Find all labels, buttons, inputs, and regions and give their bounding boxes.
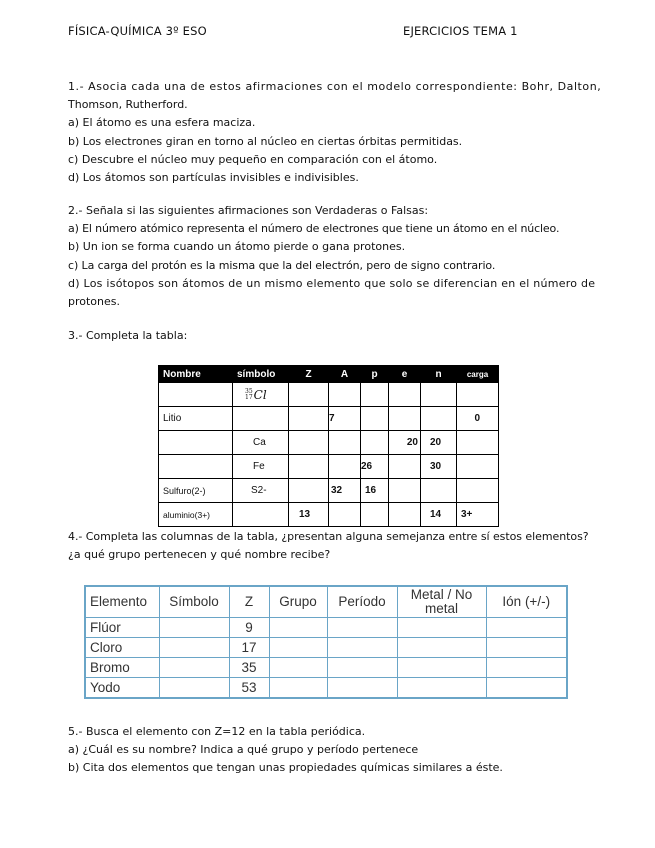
cell-nombre[interactable] [159,383,233,407]
table-row [85,658,567,678]
col-periodo: Período [327,586,397,618]
cell-e [389,503,421,527]
q5-intro: 5.- Busca el elemento con Z=12 en la tabla periódica. [68,725,366,738]
header-subject: FÍSICA-QUÍMICA 3º ESO [68,24,207,38]
cell-metal[interactable] [397,638,486,658]
cell-z [289,455,329,479]
cell-e [389,479,421,503]
cell-metal[interactable] [397,658,486,678]
cell-simbolo: Ca [233,431,289,455]
col-carga: carga [457,366,499,383]
q1-item-d: d) Los átomos son partículas invisibles e indivisibles. [68,171,359,185]
cell-carga: 3+ [457,503,499,527]
col-nombre: Nombre [159,366,233,383]
cell-grupo[interactable] [269,618,327,638]
cell-periodo[interactable] [327,638,397,658]
col-n: n [421,366,457,383]
cell-elemento: Cloro [85,638,159,658]
q3-intro: 3.- Completa la tabla: [68,329,188,342]
cell-periodo[interactable] [327,658,397,678]
cell-n [421,479,457,503]
q4-intro-line2: ¿a qué grupo pertenecen y qué nombre recibe? [68,548,331,562]
cell-ion[interactable] [486,618,567,638]
col-a: A [329,366,361,383]
cell-simbolo[interactable] [159,618,229,638]
symbol-letters: Cl [253,387,267,402]
table-row [159,383,499,407]
cell-p [361,431,389,455]
cell-nombre[interactable] [159,431,233,455]
cell-carga [457,455,499,479]
cell-carga [457,479,499,503]
q1-item-a: a) El átomo es una esfera maciza. [68,116,256,130]
cell-nombre[interactable] [159,455,233,479]
table-row [159,479,499,503]
q5-item-b: b) Cita dos elementos que tengan unas propiedades químicas similares a éste. [68,761,503,775]
cell-elemento: Bromo [85,658,159,678]
q2-item-d-line2: protones. [68,295,121,309]
cell-simbolo[interactable] [233,407,289,431]
cell-simbolo[interactable] [233,503,289,527]
cell-n[interactable] [421,383,457,407]
q1-item-b: b) Los electrones giran en torno al núcleo en ciertas órbitas permitidas. [68,134,463,148]
cell-carga [457,431,499,455]
cell-a[interactable] [329,383,361,407]
halogens-table [84,585,568,699]
cell-simbolo[interactable] [159,658,229,678]
cell-simbolo [233,383,289,407]
col-z: Z [229,586,269,618]
cell-simbolo[interactable] [159,678,229,699]
cell-n: 14 [421,503,457,527]
elements-table [158,365,499,527]
q5-item-a: a) ¿Cuál es su nombre? Indica a qué grupo y período pertenece [68,743,419,757]
table-header-row [85,586,567,618]
cell-carga[interactable] [457,383,499,407]
cell-a [329,455,361,479]
question-1 [68,78,602,187]
cell-n: 30 [421,455,457,479]
cell-p: 26 [361,455,389,479]
cell-grupo[interactable] [269,678,327,699]
q2-item-d-line1: d) Los isótopos son átomos de un mismo elemento que solo se diferencian en el número de [68,276,596,290]
cell-simbolo: Fe [233,455,289,479]
question-4 [68,528,589,564]
cell-e [389,455,421,479]
cell-a: 32 [329,479,361,503]
header-topic: EJERCICIOS TEMA 1 [403,24,518,38]
cell-a [329,431,361,455]
cell-z [289,431,329,455]
q2-item-c: c) La carga del protón es la misma que la del electrón, pero de signo contrario. [68,258,496,272]
cell-p: 16 [361,479,389,503]
table-header-row [159,366,499,383]
cell-a [329,503,361,527]
cell-ion[interactable] [486,678,567,699]
cell-e [389,407,421,431]
q1-intro-line1: 1.- Asocia cada una de estos afirmaciones con el modelo correspondiente: Bohr, Dalton, [68,80,602,93]
col-metal: Metal / No metal [397,586,486,618]
cell-z: 35 [229,658,269,678]
cell-periodo[interactable] [327,678,397,699]
table-row [85,618,567,638]
question-2 [68,202,596,311]
cell-simbolo: S2- [233,479,289,503]
cell-simbolo[interactable] [159,638,229,658]
cell-metal[interactable] [397,678,486,699]
cell-ion[interactable] [486,658,567,678]
cell-z: 13 [289,503,329,527]
q2-item-b: b) Un ion se forma cuando un átomo pierde o gana protones. [68,240,406,254]
col-simbolo: Símbolo [159,586,229,618]
q1-intro-line2: Thomson, Rutherford. [68,98,188,112]
cell-nombre: Litio [159,407,233,431]
table-row [159,431,499,455]
table-row [159,455,499,479]
question-5 [68,723,584,778]
cell-n [421,407,457,431]
col-ion: Ión (+/-) [486,586,567,618]
cell-periodo[interactable] [327,618,397,638]
q1-item-c: c) Descubre el núcleo muy pequeño en comparación con el átomo. [68,152,438,166]
cell-z [289,407,329,431]
cell-z: 17 [229,638,269,658]
cell-z [289,479,329,503]
atomic-number: 17 [245,393,253,401]
q2-item-a: a) El número atómico representa el número de electrones que tiene un átomo en el núcleo. [68,222,560,236]
cell-grupo[interactable] [269,638,327,658]
cell-n: 20 [421,431,457,455]
cell-ion[interactable] [486,638,567,658]
cell-z: 53 [229,678,269,699]
col-z: Z [289,366,329,383]
table-row [159,503,499,527]
cell-e: 20 [389,431,421,455]
cell-a: 7 [329,407,361,431]
cell-e[interactable] [389,383,421,407]
cell-carga: 0 [457,407,499,431]
col-e: e [389,366,421,383]
table-row [85,678,567,699]
cell-nombre: aluminio(3+) [159,503,233,527]
cell-elemento: Flúor [85,618,159,638]
cell-p[interactable] [361,383,389,407]
cell-nombre: Sulfuro(2-) [159,479,233,503]
cell-elemento: Yodo [85,678,159,699]
table-row [159,407,499,431]
cell-p [361,503,389,527]
cell-z[interactable] [289,383,329,407]
chlorine-isotope-symbol [245,387,267,401]
col-grupo: Grupo [269,586,327,618]
cell-p [361,407,389,431]
q2-intro: 2.- Señala si las siguientes afirmaciones son Verdaderas o Falsas: [68,204,429,217]
cell-z: 9 [229,618,269,638]
cell-grupo[interactable] [269,658,327,678]
col-p: p [361,366,389,383]
col-elemento: Elemento [85,586,159,618]
mass-number: 35 [245,387,253,395]
q4-intro-line1: 4.- Completa las columnas de la tabla, ¿presentan alguna semejanza entre sí estos elementos? [68,530,589,543]
table-row [85,638,567,658]
col-simbolo: símbolo [233,366,289,383]
cell-metal[interactable] [397,618,486,638]
